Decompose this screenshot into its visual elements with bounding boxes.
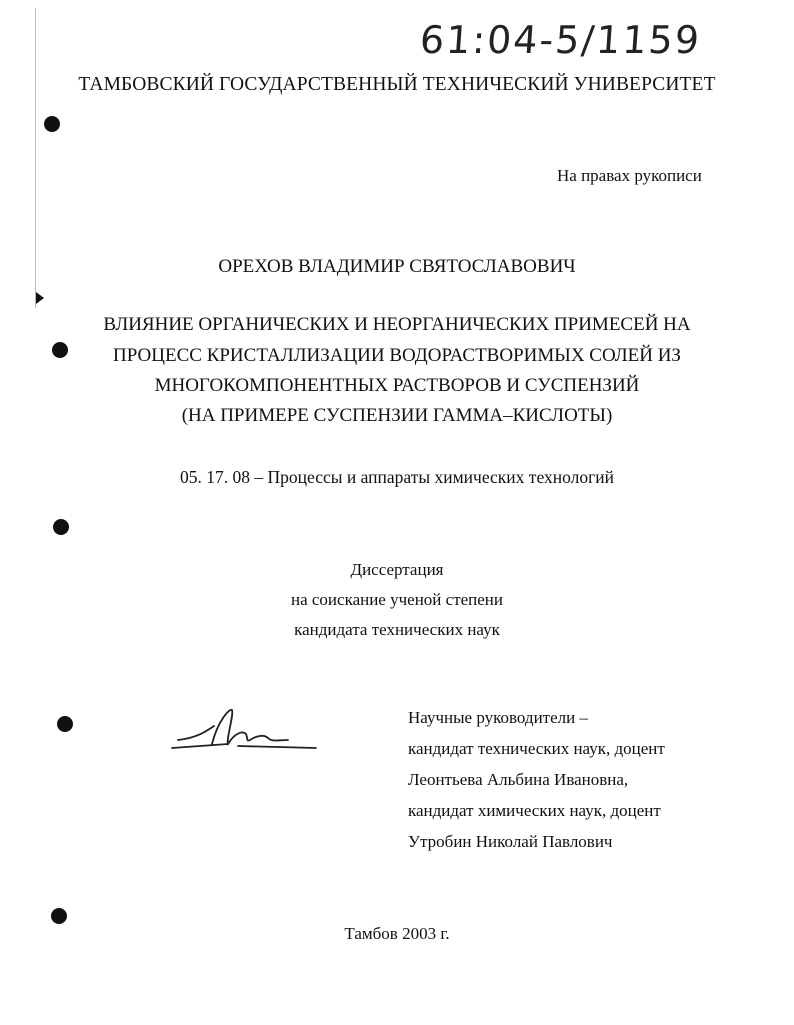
supervisor-degree: кандидат химических наук, доцент: [408, 801, 661, 820]
rights-note: На правах рукописи: [557, 166, 702, 185]
thesis-title-line: ВЛИЯНИЕ ОРГАНИЧЕСКИХ И НЕОРГАНИЧЕСКИХ ПРИМЕСЕЙ НА: [103, 314, 691, 335]
signature: [168, 700, 328, 760]
punch-hole-mark: [51, 908, 67, 924]
punch-hole-mark: [57, 716, 73, 732]
punch-hole-mark: [53, 519, 69, 535]
specialty-code: 05. 17. 08 – Процессы и аппараты химических технологий: [179, 467, 615, 487]
supervisor-name: Леонтьева Альбина Ивановна,: [408, 770, 629, 789]
binding-mark: [36, 292, 44, 304]
thesis-title-line: МНОГОКОМПОНЕНТНЫХ РАСТВОРОВ И СУСПЕНЗИЙ: [154, 375, 640, 396]
degree-line: на соискание ученой степени: [290, 590, 504, 609]
supervisors-heading: Научные руководители –: [408, 708, 588, 727]
archive-number: 61:04-5/1159: [418, 18, 703, 62]
dissertation-type: Диссертация: [350, 560, 444, 579]
supervisor-degree: кандидат технических наук, доцент: [408, 739, 665, 758]
punch-hole-mark: [44, 116, 60, 132]
thesis-title-line: (НА ПРИМЕРЕ СУСПЕНЗИИ ГАММА–КИСЛОТЫ): [181, 405, 613, 426]
place-and-year: Тамбов 2003 г.: [344, 924, 450, 943]
thesis-title-line: ПРОЦЕСС КРИСТАЛЛИЗАЦИИ ВОДОРАСТВОРИМЫХ СОЛЕЙ ИЗ: [113, 345, 681, 366]
university-name: ТАМБОВСКИЙ ГОСУДАРСТВЕННЫЙ ТЕХНИЧЕСКИЙ УНИВЕРСИТЕТ: [78, 74, 716, 95]
degree-line: кандидата технических наук: [294, 620, 500, 639]
author-name: ОРЕХОВ ВЛАДИМИР СВЯТОСЛАВОВИЧ: [218, 256, 576, 277]
supervisor-name: Утробин Николай Павлович: [408, 832, 613, 851]
